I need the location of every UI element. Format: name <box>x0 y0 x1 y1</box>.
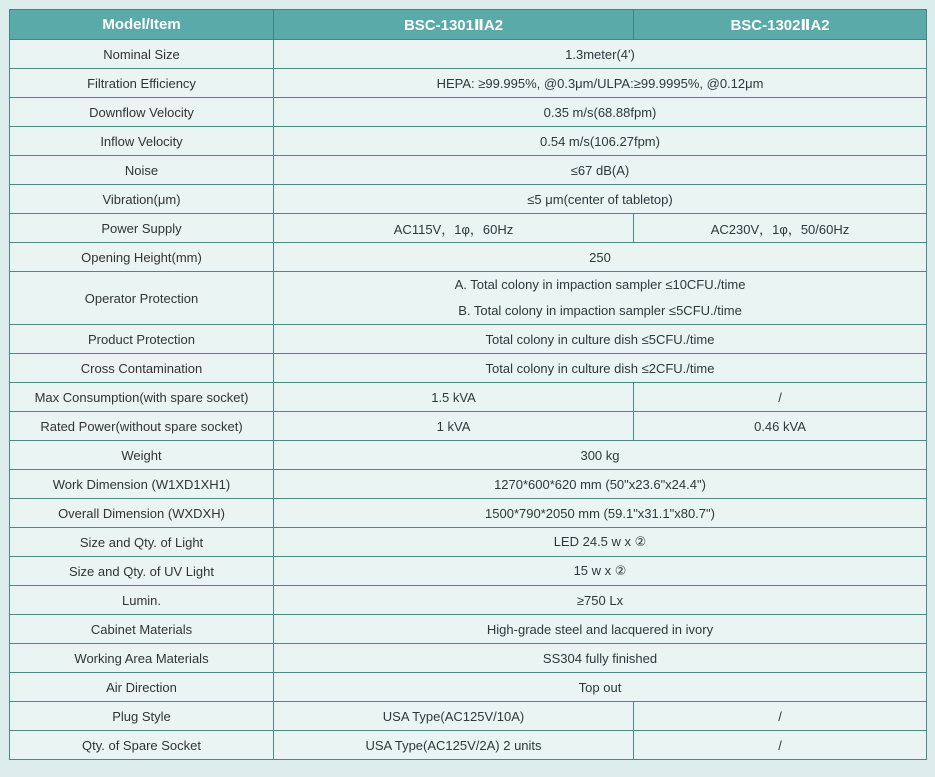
table-row <box>10 383 927 412</box>
row-label: Noise <box>10 156 274 185</box>
row-label: Max Consumption(with spare socket) <box>10 383 274 412</box>
table-row <box>10 470 927 499</box>
row-value: Total colony in culture dish ≤5CFU./time <box>274 325 927 354</box>
header-model-b: BSC-1302ⅡA2 <box>634 10 927 40</box>
row-value-model-b: / <box>634 731 927 760</box>
row-label: Cabinet Materials <box>10 615 274 644</box>
table-row <box>10 412 927 441</box>
row-label: Plug Style <box>10 702 274 731</box>
row-label: Qty. of Spare Socket <box>10 731 274 760</box>
row-label: Work Dimension (W1XD1XH1) <box>10 470 274 499</box>
row-value: HEPA: ≥99.995%, @0.3μm/ULPA:≥99.9995%, @0.12μm <box>274 69 927 98</box>
row-value: 1500*790*2050 mm (59.1"x31.1"x80.7") <box>274 499 927 528</box>
row-value-model-b: / <box>634 702 927 731</box>
header-row <box>10 10 927 40</box>
row-label: Filtration Efficiency <box>10 69 274 98</box>
row-value: LED 24.5 w x ② <box>274 528 927 557</box>
header-model-item: Model/Item <box>10 10 274 40</box>
table-row <box>10 185 927 214</box>
table-row <box>10 673 927 702</box>
row-value: 1.3meter(4') <box>274 40 927 69</box>
row-value: High-grade steel and lacquered in ivory <box>274 615 927 644</box>
table-row <box>10 644 927 673</box>
row-value-model-a: USA Type(AC125V/2A) 2 units <box>274 731 634 760</box>
operator-protection-line-b: B. Total colony in impaction sampler ≤5CFU./time <box>458 303 742 318</box>
row-value: 300 kg <box>274 441 927 470</box>
table-row <box>10 528 927 557</box>
table-row <box>10 214 927 243</box>
row-label: Inflow Velocity <box>10 127 274 156</box>
row-label: Cross Contamination <box>10 354 274 383</box>
table-row <box>10 615 927 644</box>
row-value: SS304 fully finished <box>274 644 927 673</box>
table-row <box>10 156 927 185</box>
table-row <box>10 69 927 98</box>
table-row <box>10 702 927 731</box>
table-row <box>10 499 927 528</box>
row-label: Opening Height(mm) <box>10 243 274 272</box>
row-label: Overall Dimension (WXDXH) <box>10 499 274 528</box>
table-header <box>10 10 927 40</box>
row-value: 15 w x ② <box>274 557 927 586</box>
specification-table <box>9 9 927 760</box>
row-label: Operator Protection <box>10 272 274 325</box>
table-row <box>10 272 927 325</box>
row-value: Top out <box>274 673 927 702</box>
row-label: Product Protection <box>10 325 274 354</box>
table-row <box>10 40 927 69</box>
row-label: Power Supply <box>10 214 274 243</box>
row-value-model-a: USA Type(AC125V/10A) <box>274 702 634 731</box>
row-label: Air Direction <box>10 673 274 702</box>
row-value-model-b: AC230V，1φ，50/60Hz <box>634 214 927 243</box>
row-value: Total colony in culture dish ≤2CFU./time <box>274 354 927 383</box>
table-row <box>10 557 927 586</box>
row-value-model-a: 1.5 kVA <box>274 383 634 412</box>
row-value-model-a: AC115V，1φ，60Hz <box>274 214 634 243</box>
table-row <box>10 731 927 760</box>
spec-table-container <box>9 9 926 770</box>
table-row <box>10 98 927 127</box>
table-row <box>10 127 927 156</box>
row-value: 1270*600*620 mm (50"x23.6"x24.4") <box>274 470 927 499</box>
table-row <box>10 243 927 272</box>
row-label: Size and Qty. of Light <box>10 528 274 557</box>
table-row <box>10 325 927 354</box>
row-label: Vibration(μm) <box>10 185 274 214</box>
row-label: Lumin. <box>10 586 274 615</box>
row-value: 0.35 m/s(68.88fpm) <box>274 98 927 127</box>
header-model-a: BSC-1301ⅡA2 <box>274 10 634 40</box>
row-value <box>274 272 927 325</box>
row-value-model-b: / <box>634 383 927 412</box>
row-value: ≥750 Lx <box>274 586 927 615</box>
row-value: 0.54 m/s(106.27fpm) <box>274 127 927 156</box>
table-row <box>10 586 927 615</box>
row-label: Size and Qty. of UV Light <box>10 557 274 586</box>
row-value-model-a: 1 kVA <box>274 412 634 441</box>
table-row <box>10 354 927 383</box>
row-value: ≤5 μm(center of tabletop) <box>274 185 927 214</box>
row-value: 250 <box>274 243 927 272</box>
operator-protection-line-a: A. Total colony in impaction sampler ≤10CFU./time <box>454 277 746 292</box>
page-top-strip <box>0 0 935 9</box>
row-value-model-b: 0.46 kVA <box>634 412 927 441</box>
row-value: ≤67 dB(A) <box>274 156 927 185</box>
row-label: Downflow Velocity <box>10 98 274 127</box>
row-label: Working Area Materials <box>10 644 274 673</box>
table-row <box>10 441 927 470</box>
row-label: Weight <box>10 441 274 470</box>
row-label: Rated Power(without spare socket) <box>10 412 274 441</box>
row-label: Nominal Size <box>10 40 274 69</box>
